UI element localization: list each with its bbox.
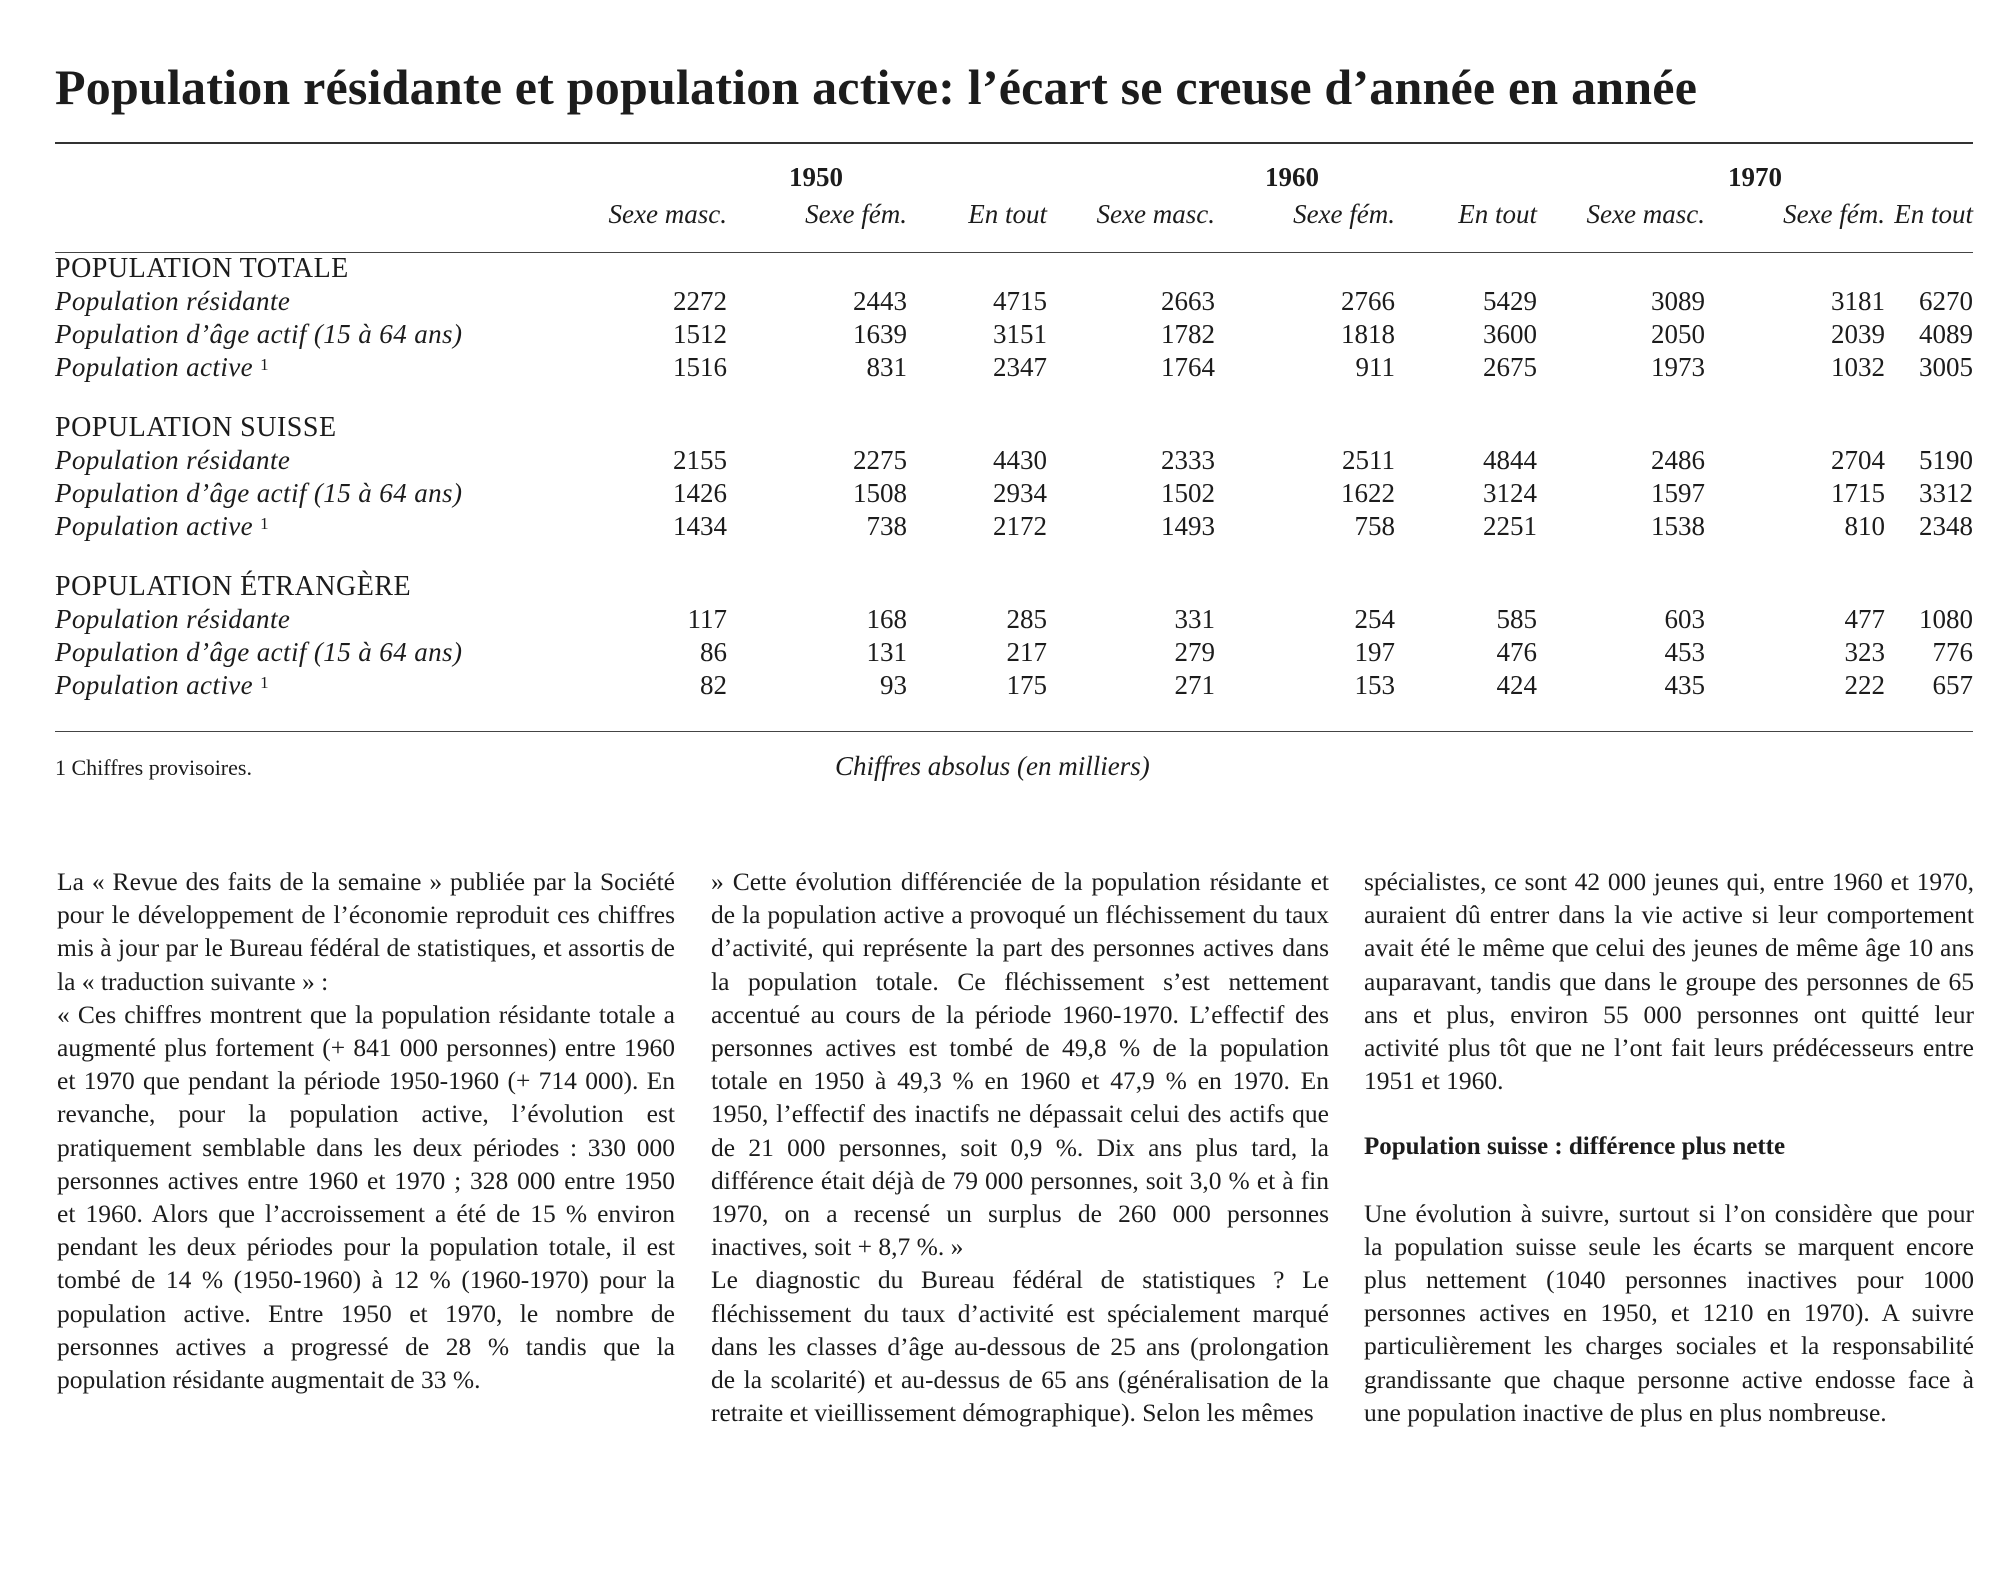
paragraph: Une évolution à suivre, surtout si l’on considère que pour la population suisse seule les écarts se marquent encore plus nettement (1040 personnes inactives pour 1000 personnes actives en 1950, et 1210 en 1970). A suivre particulièrement les charges sociales et la responsabilité grandissante que chaque personne active endosse face à une population inactive de plus en plus nombreuse. [1364,1198,1974,1427]
section-header-row [55,567,1973,603]
population-table [55,155,1973,702]
table-cell: 2050 [1651,319,1705,349]
table-cell: 2511 [1342,445,1395,475]
row-label-text: Population résidante [55,445,291,475]
table-cell: 2333 [1161,445,1215,475]
table-row [55,285,1973,318]
table-cell: 1973 [1651,352,1705,382]
table-cell: 2486 [1651,445,1705,475]
footnote-marker: 1 [260,673,270,692]
footnote-marker: 1 [260,514,270,533]
table-cell: 5429 [1483,286,1537,316]
subheader-fem: Sexe fém. [1783,198,1885,229]
table-cell: 4089 [1919,319,1973,349]
table-row [55,603,1973,636]
table-caption: Chiffres absolus (en milliers) [835,751,1150,781]
table-cell: 117 [687,604,727,634]
row-label-text: Population résidante [55,604,291,634]
footnote: 1 Chiffres provisoires. [55,755,252,780]
year-1950: 1950 [789,162,843,192]
year-1970: 1970 [1728,162,1782,192]
row-label-text: Population d’âge actif (15 à 64 ans) [55,319,463,349]
table-cell: 2443 [853,286,907,316]
table-cell: 831 [866,352,907,382]
table-cell: 477 [1844,604,1885,634]
table-cell: 2675 [1483,352,1537,382]
table-cell: 3089 [1651,286,1705,316]
table-body [55,235,1973,702]
row-label [55,318,585,351]
table-cell: 476 [1496,637,1537,667]
section-gap [55,235,1973,249]
row-label [55,636,585,669]
table-cell: 153 [1354,670,1395,700]
table-cell: 222 [1844,670,1885,700]
row-label [55,603,585,636]
row-label [55,669,585,702]
table-cell: 2251 [1483,511,1537,541]
table-cell: 323 [1844,637,1885,667]
article-column-1 [57,865,675,1396]
table-cell: 131 [866,637,907,667]
subheader-total: En tout [968,198,1047,229]
table-cell: 1538 [1651,511,1705,541]
row-label-text: Population résidante [55,286,291,316]
table-cell: 1639 [853,319,907,349]
table-row [55,444,1973,477]
subheader-row [55,193,1973,235]
paragraph: spécialistes, ce sont 42 000 jeunes qui, entre 1960 et 1970, auraient dû entrer dans la vie active si leur comportement avait été le même que celui des jeunes de même âge 10 ans auparavant, tandis que dans le groupe des personnes de 65 ans et plus, environ 55 000 personnes ont quitté leur activité plus tôt que ne l’ont fait leurs prédécesseurs entre 1951 et 1960. [1364,867,1974,1096]
article-column-2 [711,865,1329,1429]
table-cell: 2039 [1831,319,1885,349]
table-cell: 4715 [993,286,1047,316]
table-row [55,510,1973,543]
row-label-text: Population active [55,670,254,700]
table-cell: 217 [1006,637,1047,667]
table-cell: 2172 [993,511,1047,541]
page-title: Population résidante et population active: l’écart se creuse d’année en année [55,59,1698,115]
table-cell: 657 [1932,670,1973,700]
row-label [55,477,585,510]
table-cell: 331 [1174,604,1215,634]
table-cell: 1516 [673,352,727,382]
table-cell: 1597 [1651,478,1705,508]
section-title: POPULATION SUISSE [55,412,337,443]
title-rule [55,142,1973,144]
article-column-3 [1364,865,1974,1429]
table-cell: 776 [1932,637,1973,667]
subheader-total: En tout [1894,198,1973,229]
table-cell: 435 [1664,670,1705,700]
table-cell: 82 [700,670,727,700]
year-header-row [55,155,1973,193]
year-1960: 1960 [1265,162,1319,192]
table-cell: 2155 [673,445,727,475]
paragraph: Le diagnostic du Bureau fédéral de statistiques ? Le fléchissement du taux d’activité est spécialement marqué dans les classes d’âge au-dessous de 25 ans (prolongation de la scolarité) et au-dessus de 65 ans (généralisation de la retraite et vieillissement démographique). Selon les mêmes [711,1265,1329,1428]
table-cell: 168 [866,604,907,634]
paragraph: « Ces chiffres montrent que la population résidante totale a augmenté plus fortement (+ 841 000 personnes) entre 1960 et 1970 que pendant la période 1950-1960 (+ 714 000). En revanche, pour la population active, l’évolution est pratiquement semblable dans les deux périodes : 330 000 personnes actives entre 1960 et 1970 ; 328 000 entre 1950 et 1960. Alors que l’accroissement a été de 15 % environ pendant les deux périodes pour la population totale, il est tombé de 14 % (1950-1960) à 12 % (1960-1970) pour la population active. Entre 1950 et 1970, le nombre de personnes actives a progressé de 28 % tandis que la population résidante augmentait de 33 %. [57,999,675,1395]
table-cell: 911 [1355,352,1395,382]
table-cell: 1426 [673,478,727,508]
table-cell: 4430 [993,445,1047,475]
table-cell: 3181 [1831,286,1885,316]
table-cell: 810 [1844,511,1885,541]
table-cell: 3312 [1919,478,1973,508]
paragraph: » Cette évolution différenciée de la population résidante et de la population active a provoqué un fléchissement du taux d’activité, qui représente la part des personnes actives dans la population totale. Ce fléchissement s’est nettement accentué au cours de la période 1960-1970. L’effectif des personnes actives est tombé de 49,8 % de la population totale en 1950 à 49,3 % en 1960 et 47,9 % en 1970. En 1950, l’effectif des inactifs ne dépassait celui des actifs que de 21 000 personnes, soit 0,9 %. Dix ans plus tard, la différence était déjà de 79 000 personnes, soit 3,0 % et à fin 1970, on a recensé un surplus de 260 000 personnes inactives, soit + 8,7 %. » [711,867,1329,1262]
section-header-row [55,249,1973,285]
table-cell: 1032 [1831,352,1885,382]
table-cell: 3005 [1919,352,1973,382]
table-cell: 738 [866,511,907,541]
header-rule [55,252,1973,253]
subheader-masc: Sexe masc. [608,198,727,229]
row-label-text: Population active [55,352,254,382]
footnote-marker: 1 [260,355,270,374]
paragraph: La « Revue des faits de la semaine » publiée par la Société pour le développement de l’économie reproduit ces chiffres mis à jour par le Bureau fédéral de statistiques, et assortis de la « traduction suivante » : [57,867,675,996]
row-label-text: Population d’âge actif (15 à 64 ans) [55,478,463,508]
table-cell: 1080 [1919,604,1973,634]
table-cell: 254 [1354,604,1395,634]
table-cell: 424 [1496,670,1537,700]
table-cell: 3151 [993,319,1047,349]
table-row [55,669,1973,702]
table-cell: 2347 [993,352,1047,382]
table-cell: 1782 [1161,319,1215,349]
table-cell: 1622 [1341,478,1395,508]
subheader-fem: Sexe fém. [805,198,907,229]
table-cell: 1818 [1341,319,1395,349]
table-cell: 758 [1354,511,1395,541]
table-cell: 175 [1006,670,1047,700]
section-subheading: Population suisse : différence plus nette [1364,1133,1786,1161]
subheader-masc: Sexe masc. [1586,198,1705,229]
subheader-total: En tout [1458,198,1537,229]
table-bottom-rule [55,731,1973,732]
table-cell: 2275 [853,445,907,475]
section-title: POPULATION ÉTRANGÈRE [55,571,412,602]
table-cell: 93 [880,670,907,700]
row-label [55,285,585,318]
table-cell: 6270 [1919,286,1973,316]
table-cell: 5190 [1919,445,1973,475]
row-label [55,510,585,543]
table-cell: 271 [1174,670,1215,700]
table-cell: 2272 [673,286,727,316]
table-row [55,351,1973,384]
table-cell: 2934 [993,478,1047,508]
table-cell: 585 [1496,604,1537,634]
table-cell: 86 [700,637,727,667]
table-cell: 2663 [1161,286,1215,316]
section-gap [55,384,1973,408]
row-label [55,444,585,477]
table-cell: 197 [1354,637,1395,667]
table-row [55,636,1973,669]
section-header-row [55,408,1973,444]
table-cell: 3124 [1483,478,1537,508]
table-cell: 279 [1174,637,1215,667]
row-label-text: Population active [55,511,254,541]
table-cell: 1493 [1161,511,1215,541]
table-cell: 603 [1664,604,1705,634]
subheader-masc: Sexe masc. [1096,198,1215,229]
table-cell: 1512 [673,319,727,349]
table-cell: 4844 [1483,445,1537,475]
row-label-text: Population d’âge actif (15 à 64 ans) [55,637,463,667]
section-title: POPULATION TOTALE [55,253,349,284]
table-cell: 1764 [1161,352,1215,382]
table-row [55,318,1973,351]
table-cell: 2766 [1341,286,1395,316]
table-cell: 2348 [1919,511,1973,541]
table-cell: 2704 [1831,445,1885,475]
table-cell: 1434 [673,511,727,541]
table-cell: 3600 [1483,319,1537,349]
table-cell: 453 [1664,637,1705,667]
table-cell: 1508 [853,478,907,508]
table-cell: 1715 [1831,478,1885,508]
table-row [55,477,1973,510]
subheader-fem: Sexe fém. [1293,198,1395,229]
row-label [55,351,585,384]
table-cell: 1502 [1161,478,1215,508]
table-cell: 285 [1006,604,1047,634]
section-gap [55,543,1973,567]
